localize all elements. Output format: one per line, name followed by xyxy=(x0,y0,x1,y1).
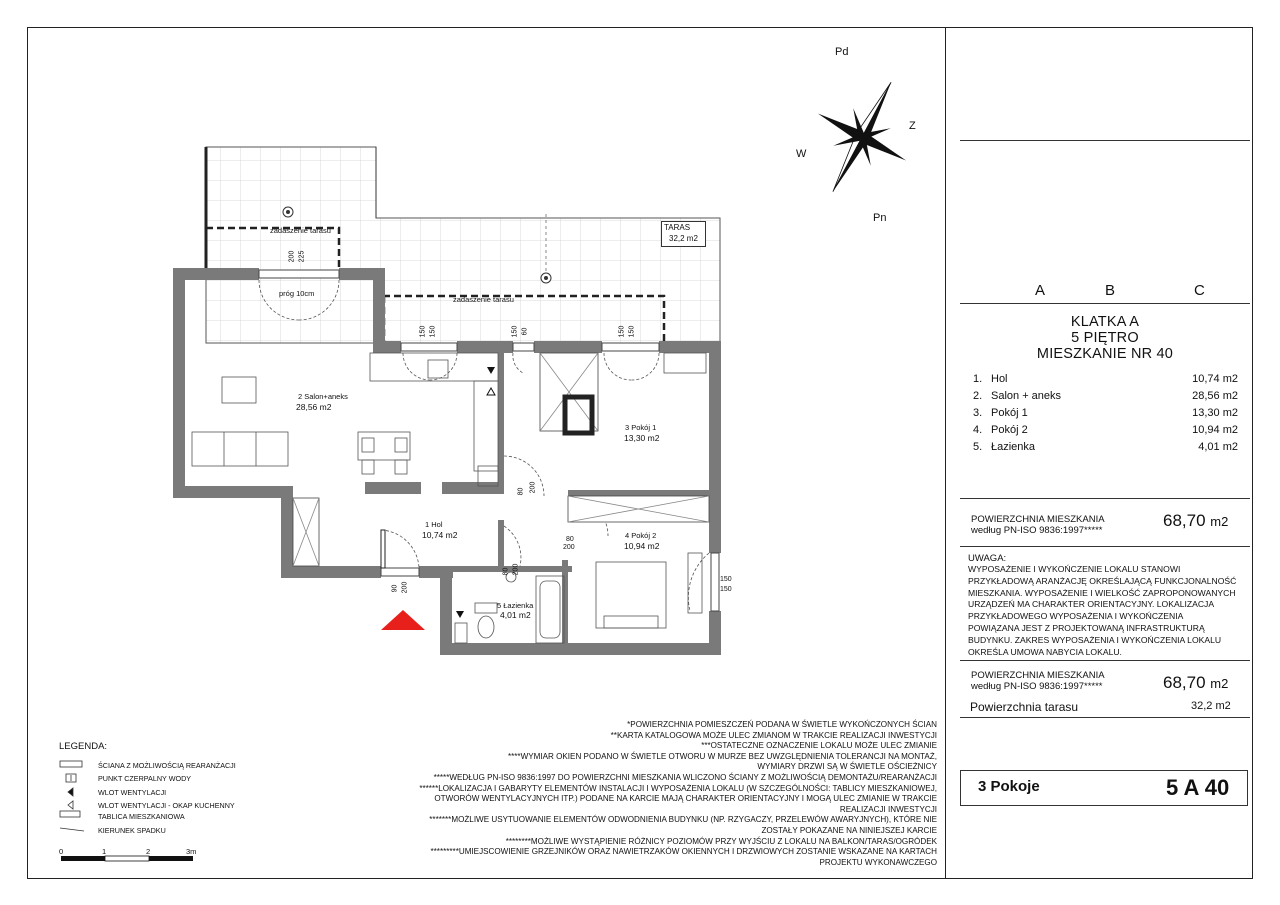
list-item: 4. Pokój 2 10,94 m2 xyxy=(973,423,1238,436)
canopy-label-2: zadaszenie tarasu xyxy=(453,295,514,304)
entry-arrow-icon xyxy=(381,610,425,630)
dim-label: 150 xyxy=(618,325,626,338)
dim-label: 80 xyxy=(566,536,574,543)
terrace-area-label: Powierzchnia tarasu xyxy=(970,700,1079,714)
legend-title: LEGENDA: xyxy=(59,741,108,752)
terrace-area: 32,2 m2 xyxy=(669,234,698,243)
compass-north-label: Pn xyxy=(873,212,887,224)
threshold-label: próg 10cm xyxy=(279,289,315,298)
area-value-1: 68,70 m2 xyxy=(1163,511,1229,530)
compass-rose xyxy=(789,59,936,215)
notes-body: WYPOSAŻENIE I WYKOŃCZENIE LOKALU STANOWI PRZYKŁADOWĄ ARANŻACJĘ OKREŚLAJĄCĄ FUNKCJONALNOŚĆ MIESZKANIA. WYPOSAŻENIE I WIELKOŚĆ ZAPROPONOWANYCH URZĄDZEŃ MA CHARAKTER ORIENTACYJNY. LOKALIZACJA PRZYKŁADOWEGO WYPOSAŻENIA I WYKOŃCZENIA POWIĄZANA JEST Z PROJEKTOWANĄ INFRASTRUKTURĄ BUDYNKU. ZAKRES WYPOSAŻENIA I WYKOŃCZENIA LOKALU OKREŚLA UMOWA NABYCIA LOKALU. xyxy=(968,564,1237,657)
slope-direction-icon xyxy=(59,825,85,835)
klatka-label: C xyxy=(1194,282,1205,299)
scale-bar xyxy=(61,856,193,861)
scale-label: 1 xyxy=(102,847,107,856)
list-item: 2. Salon + aneks 28,56 m2 xyxy=(973,389,1238,402)
dim-label: 80 xyxy=(502,567,510,576)
separator xyxy=(960,546,1250,547)
separator xyxy=(960,498,1250,499)
room-area-pokoj1: 13,30 m2 xyxy=(624,433,660,443)
drain-icon xyxy=(541,273,551,283)
list-item: 5. Łazienka 4,01 m2 xyxy=(973,440,1238,453)
separator xyxy=(960,303,1250,304)
dim-label: 150 xyxy=(429,325,437,338)
hood-vent-icon xyxy=(59,800,85,810)
room-label-hol: 1 Hol xyxy=(425,520,443,529)
dim-label: 200 xyxy=(288,250,296,263)
unit-code: 5 A 40 xyxy=(1166,775,1230,800)
terrace-name: TARAS xyxy=(664,223,691,232)
compass-south-label: Pd xyxy=(835,46,849,58)
dim-label: 90 xyxy=(391,584,399,593)
dim-label: 150 xyxy=(511,325,519,338)
legend-item: PUNKT CZERPALNY WODY xyxy=(59,773,191,783)
footnotes: *POWIERZCHNIA POMIESZCZEŃ PODANA W ŚWIETLE WYKOŃCZONYCH ŚCIAN **KARTA KATALOGOWA MOŻE ULEC ZMIANOM W TRAKCIE REALIZACJI INWESTYCJI ***OSTATECZNE OZNACZENIE LOKALU MOŻE ULEC ZMIANIE ****WYMIAR OKIEN PODANO W ŚWIETLE OTWORU W MURZE BEZ UWZGLĘDNIENIA TOLERANCJI NA MONTAŻ, WYMIARY DRZWI SĄ W ŚWIETLE OŚCIEŻNICY *****WEDŁUG PN-ISO 9836:1997 DO POWIERZCHNI MIESZKANIA WLICZONO ŚCIANY Z MOŻLIWOŚCIĄ DEMONTAŻU/REARANŻACJI ******LOKALIZACJA I GABARYTY ELEMENTÓW INSTALACJI I WYPOSAŻENIA LOKALU (W SZCZEGÓLNOŚCI: TABLICY MIESZKANIOWEJ, OTWORÓW WENTYLACYJNYCH ITP.) PODANE NA KARCIE MAJĄ CHARAKTER ORIENTACYJNY I MOGĄ ULEC ZMIANIE W TRAKCIE REALIZACJI INWESTYCJI *******MOŻLIWE USYTUOWANIE ELEMENTÓW ODWODNIENIA BUDYNKU (NP. RZYGACZY, PRZELEWÓW AWARYJNYCH), KTÓRE NIE ZOSTAŁY POKAZANE NA NINIEJSZEJ KARCIE ********MOŻLIWE WYSTĄPIENIE RÓŻNICY POZIOMÓW PRZY WYJŚCIU Z LOKALU NA BALKON/TARAS/OGRÓDEK *********UMIEJSCOWIENIE GRZEJNIKÓW ORAZ NAWIETRZAKÓW OKIENNYCH I DRZWIOWYCH ZOSTANIE WSKAZANE NA KARTACH PROJEKTU WYKONAWCZEGO xyxy=(419,720,937,867)
legend-item: WLOT WENTYLACJI xyxy=(59,787,166,797)
rearrangeable-wall-icon xyxy=(59,760,85,770)
dim-label: 200 xyxy=(529,481,537,494)
vent-inlet-icon xyxy=(456,611,464,618)
vent-inlet-icon xyxy=(59,787,85,797)
drain-icon xyxy=(283,207,293,217)
terrace xyxy=(206,147,720,343)
separator xyxy=(960,140,1250,141)
dim-label: 150 xyxy=(628,325,636,338)
dim-label: 150 xyxy=(720,586,732,593)
room-area-salon: 28,56 m2 xyxy=(296,402,332,412)
legend-item: WLOT WENTYLACJI - OKAP KUCHENNY xyxy=(59,800,235,810)
apartment-label: MIESZKANIE NR 40 xyxy=(1036,346,1174,362)
area-value-2: 68,70 m2 xyxy=(1163,673,1229,692)
list-item: 1. Hol 10,74 m2 xyxy=(973,372,1238,385)
rooms-count: 3 Pokoje xyxy=(978,778,1040,795)
apartment-title xyxy=(960,314,1250,362)
room-label-lazienka: 5 Łazienka xyxy=(497,601,534,610)
dim-label: 200 xyxy=(563,544,575,551)
water-point-icon xyxy=(59,773,85,783)
dim-label: 200 xyxy=(512,563,520,576)
panel-divider xyxy=(945,27,946,879)
stair-label: KLATKA A xyxy=(1070,314,1140,330)
vent-inlet-icon xyxy=(487,367,495,374)
klatka-label: B xyxy=(1105,282,1116,299)
room-label-pokoj1: 3 Pokój 1 xyxy=(625,423,657,432)
room-area-pokoj2: 10,94 m2 xyxy=(624,541,660,551)
dim-label: 200 xyxy=(401,581,409,594)
dim-label: 225 xyxy=(298,250,306,263)
area-label-2: POWIERZCHNIA MIESZKANIA według PN-ISO 9836:1997***** xyxy=(971,670,1105,692)
scale-label: 3m xyxy=(186,847,197,856)
room-area-lazienka: 4,01 m2 xyxy=(500,610,531,620)
hood-vent-icon xyxy=(487,388,495,395)
compass-east-label: Z xyxy=(909,120,916,132)
room-area-hol: 10,74 m2 xyxy=(422,530,458,540)
legend-item: ŚCIANA Z MOŻLIWOŚCIĄ REARANŻACJI xyxy=(59,760,236,770)
legend-item: KIERUNEK SPADKU xyxy=(59,825,166,835)
room-label-salon: 2 Salon+aneks xyxy=(298,392,348,401)
separator xyxy=(960,717,1250,718)
notes-title: UWAGA: xyxy=(968,553,1007,564)
floor-label: 5 PIĘTRO xyxy=(1071,330,1139,346)
list-item: 3. Pokój 1 13,30 m2 xyxy=(973,406,1238,419)
scale-label: 2 xyxy=(146,847,151,856)
canopy-label-1: zadaszenie tarasu xyxy=(270,226,331,235)
dim-label: 80 xyxy=(517,487,525,496)
dim-label: 60 xyxy=(521,327,529,336)
entry-door xyxy=(381,530,385,568)
apartment-panel-icon xyxy=(59,811,85,821)
compass-west-label: W xyxy=(796,148,807,160)
klatka-label: A xyxy=(1035,282,1046,299)
area-label-1: POWIERZCHNIA MIESZKANIA według PN-ISO 9836:1997***** xyxy=(971,514,1105,536)
room-label-pokoj2: 4 Pokój 2 xyxy=(625,531,657,540)
dim-label: 150 xyxy=(720,576,732,583)
scale-label: 0 xyxy=(59,847,64,856)
terrace-area-value: 32,2 m2 xyxy=(1191,700,1231,712)
legend-item: TABLICA MIESZKANIOWA xyxy=(59,811,185,821)
room-list xyxy=(973,370,1238,455)
separator xyxy=(960,660,1250,661)
dim-label: 150 xyxy=(419,325,427,338)
